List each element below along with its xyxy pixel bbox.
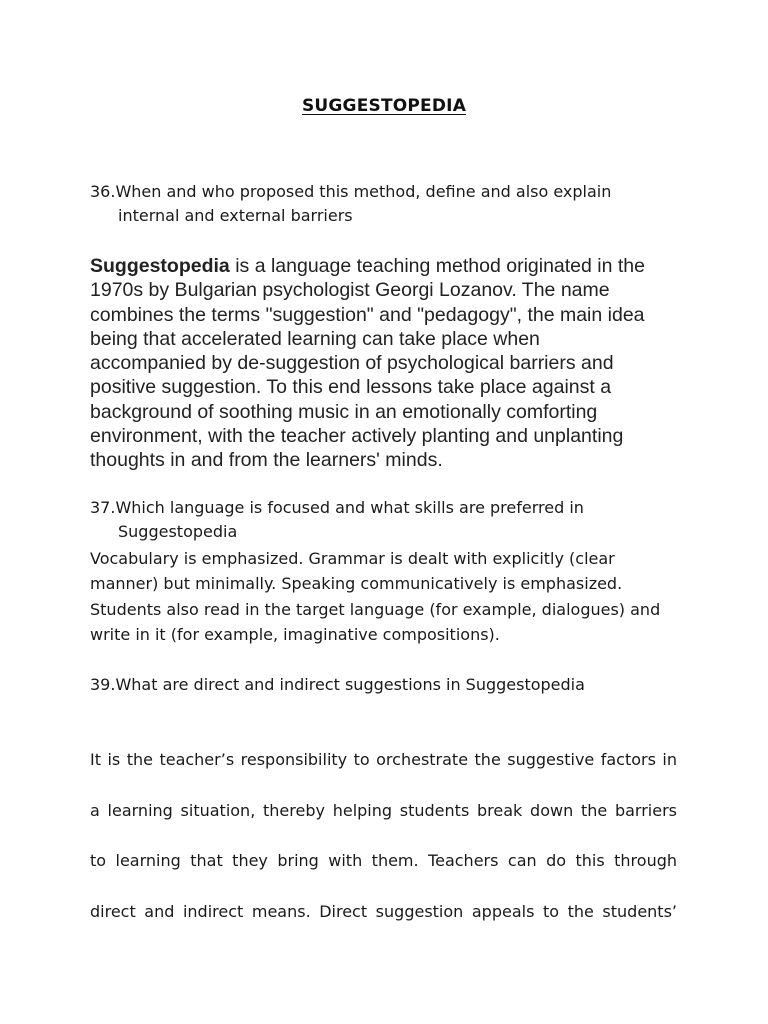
answer-36-line: thoughts in and from the learners' minds.	[90, 449, 443, 472]
answer-36-line: being that accelerated learning can take place when	[90, 327, 540, 350]
question-36-line-1: 36.When and who proposed this method, define and also explain	[90, 182, 612, 201]
answer-37-line: manner) but minimally. Speaking communicatively is emphasized.	[90, 574, 623, 594]
question-37-line-1: 37.Which language is focused and what skills are preferred in	[90, 498, 584, 517]
answer-36-line: environment, with the teacher actively planting and unplanting	[90, 425, 624, 448]
answer-36-term: Suggestopedia	[90, 255, 230, 277]
question-36	[90, 180, 690, 228]
answer-36-line: positive suggestion. To this end lessons take place against a	[90, 376, 612, 399]
question-37-line-2: Suggestopedia	[118, 522, 238, 541]
answer-39-line: It is the teacher’s responsibility to orchestrate the suggestive factors in	[90, 750, 677, 769]
page-title: SUGGESTOPEDIA	[301, 96, 467, 116]
answer-36-line: accompanied by de-suggestion of psychological barriers and	[90, 352, 614, 375]
answer-36-line: 1970s by Bulgarian psychologist Georgi Lozanov. The name	[90, 279, 610, 302]
answer-39-line: a learning situation, thereby helping students break down the barriers	[90, 801, 677, 820]
answer-36-line: Suggestopedia is a language teaching method originated in the	[90, 255, 645, 277]
answer-37-line: Vocabulary is emphasized. Grammar is dealt with explicitly (clear	[90, 549, 615, 568]
answer-39-line: direct and indirect means. Direct suggestion appeals to the students’	[90, 902, 677, 921]
answer-36	[90, 254, 680, 473]
answer-37-line: write in it (for example, imaginative compositions).	[90, 624, 500, 644]
question-39	[90, 673, 690, 697]
question-36-line-2: internal and external barriers	[118, 206, 353, 225]
answer-37-line: Students also read in the target language (for example, dialogues) and	[90, 599, 661, 619]
answer-36-line: background of soothing music in an emotionally comforting	[90, 400, 598, 423]
answer-37	[90, 546, 690, 647]
question-37	[90, 496, 690, 544]
answer-39-line: to learning that they bring with them. Teachers can do this through	[90, 851, 677, 870]
answer-36-line: combines the terms "suggestion" and "pedagogy", the main idea	[90, 303, 645, 326]
question-39-line-1: 39.What are direct and indirect suggestions in Suggestopedia	[90, 675, 585, 694]
